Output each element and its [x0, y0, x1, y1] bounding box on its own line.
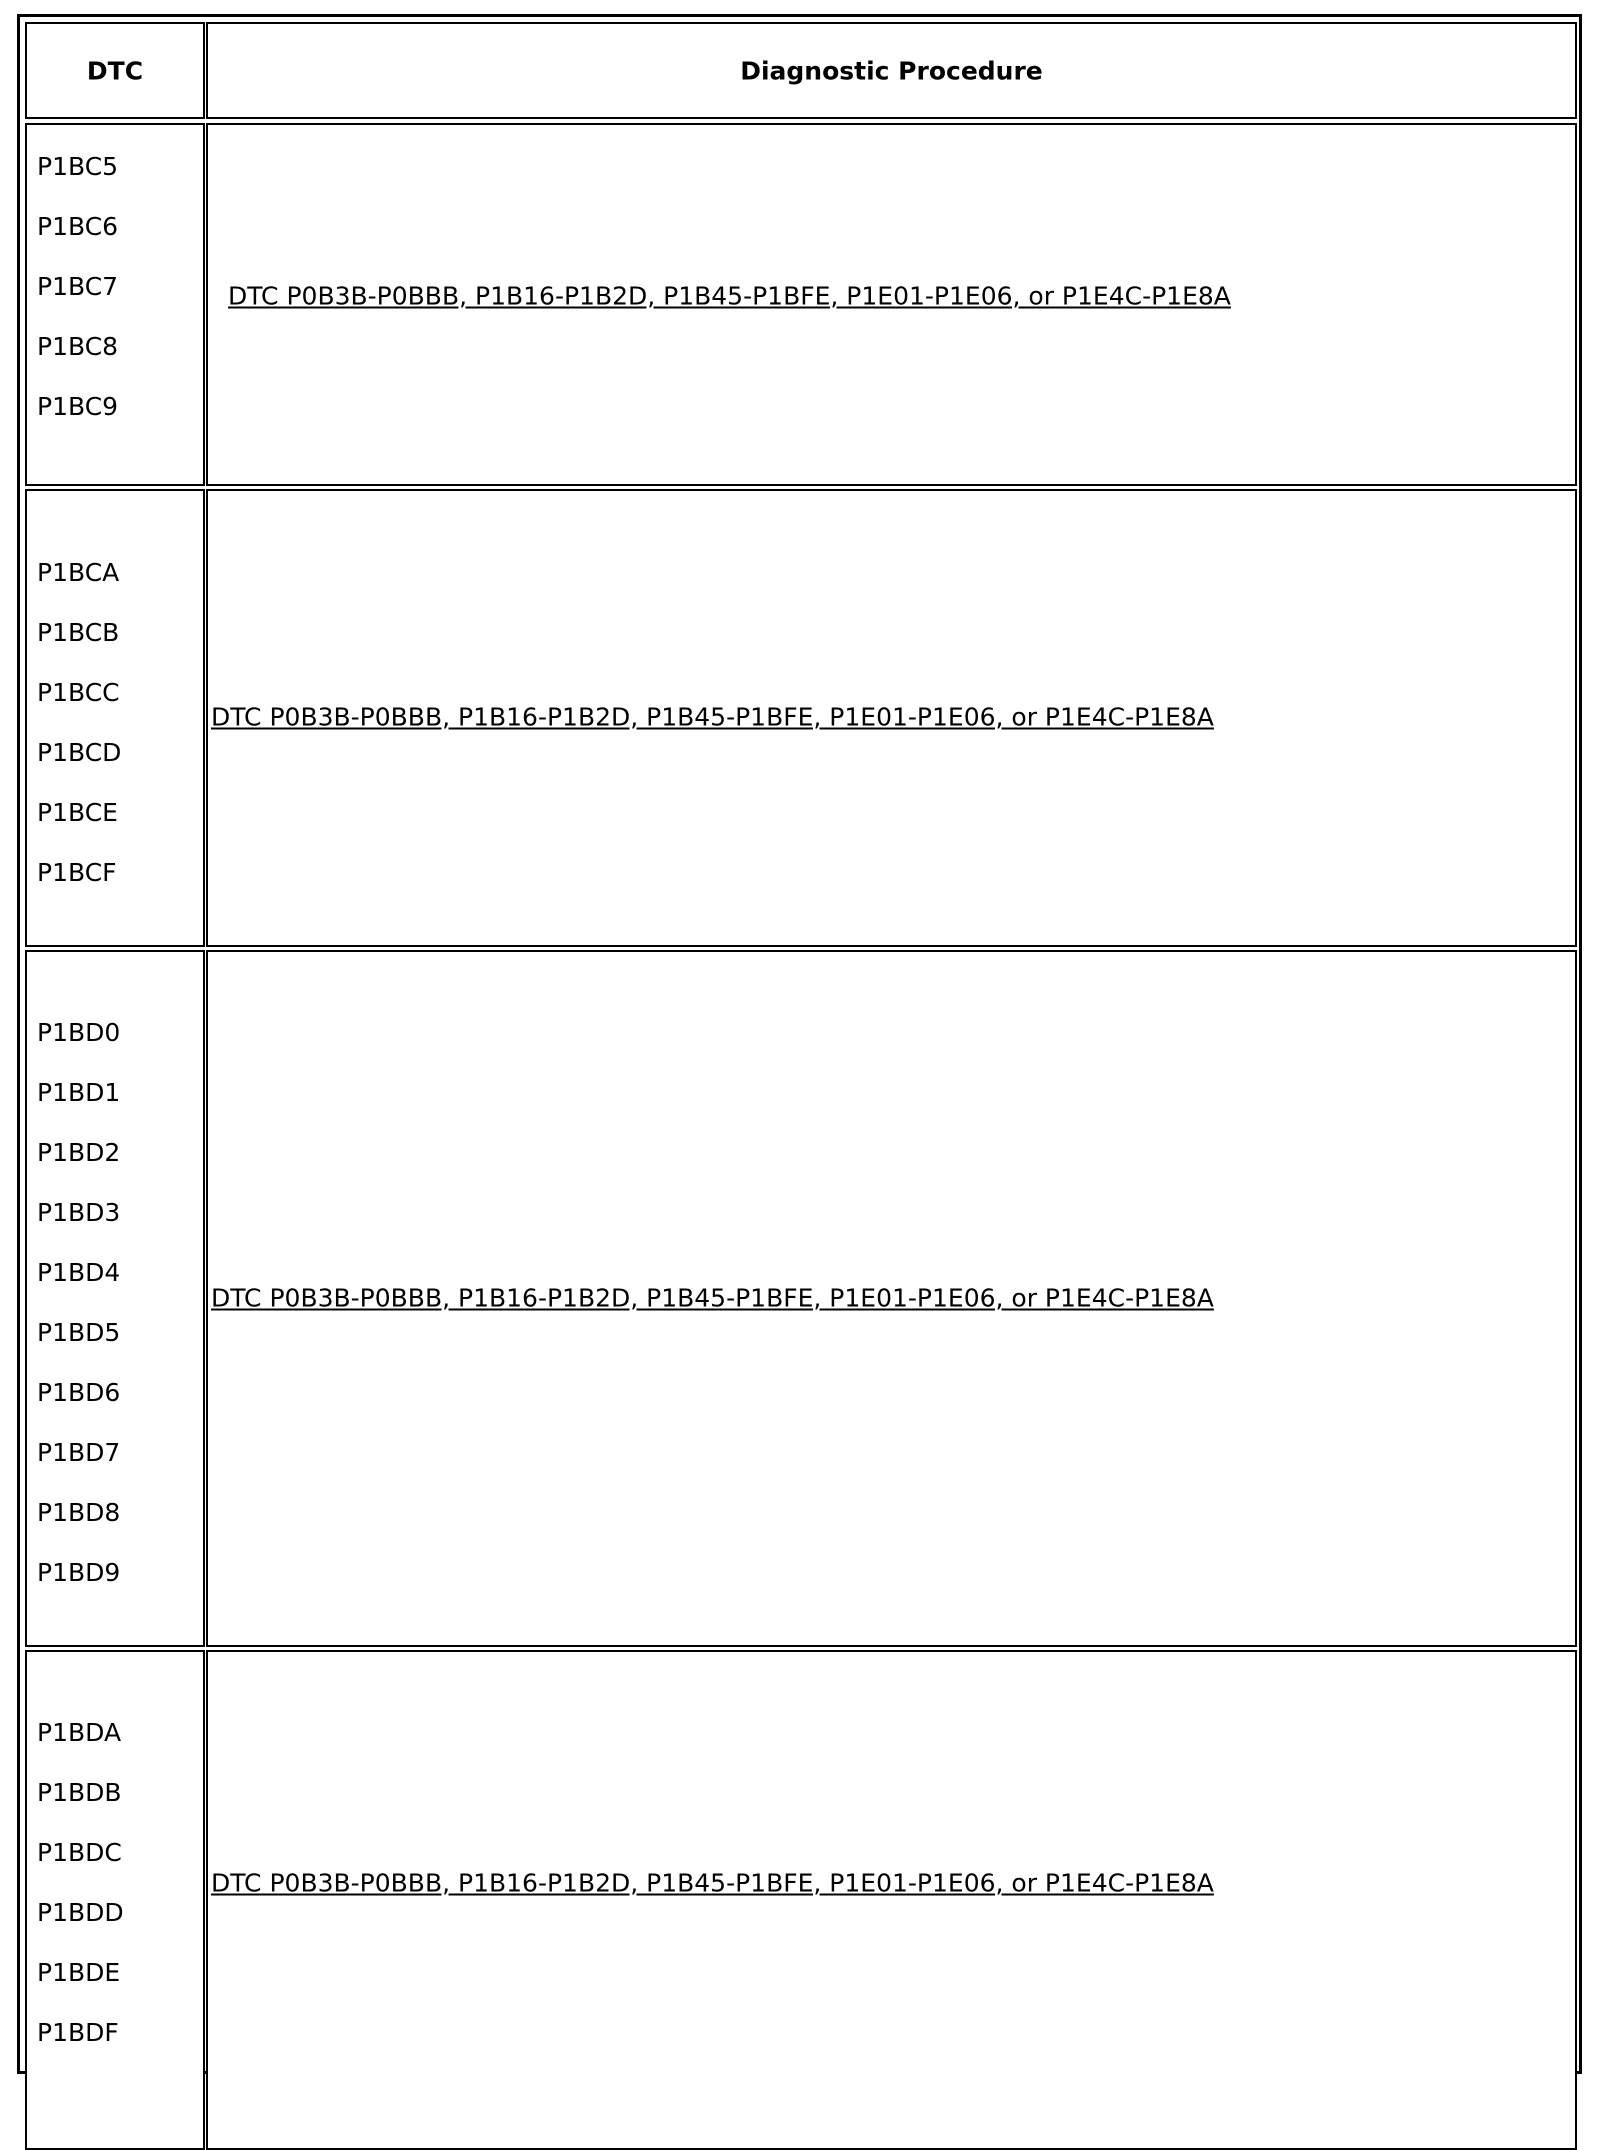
dtc-code: P1BD5 [37, 1318, 121, 1347]
procedure-header-cell [206, 22, 1577, 119]
table-row-1-dtc-cell [25, 123, 205, 486]
table-row-2-procedure-cell [206, 489, 1577, 947]
procedure-link[interactable]: DTC P0B3B-P0BBB, P1B16-P1B2D, P1B45-P1BFE, P1E01-P1E06, or P1E4C-P1E8A [211, 702, 1214, 732]
dtc-code: P1BDB [37, 1778, 122, 1807]
dtc-code: P1BD3 [37, 1198, 121, 1227]
dtc-code: P1BCE [37, 798, 118, 827]
dtc-code: P1BD9 [37, 1558, 121, 1587]
dtc-code: P1BC9 [37, 392, 119, 421]
dtc-header: DTC [86, 56, 144, 85]
dtc-code: P1BD4 [37, 1258, 121, 1287]
dtc-table [17, 14, 1582, 2074]
dtc-code: P1BD1 [37, 1078, 121, 1107]
dtc-code: P1BCA [37, 558, 120, 587]
dtc-header-cell [25, 22, 205, 119]
dtc-code: P1BD7 [37, 1438, 121, 1467]
procedure-link[interactable]: DTC P0B3B-P0BBB, P1B16-P1B2D, P1B45-P1BFE, P1E01-P1E06, or P1E4C-P1E8A [228, 281, 1231, 311]
dtc-code: P1BDD [37, 1898, 124, 1927]
procedure-link[interactable]: DTC P0B3B-P0BBB, P1B16-P1B2D, P1B45-P1BFE, P1E01-P1E06, or P1E4C-P1E8A [211, 1868, 1214, 1898]
dtc-code: P1BC8 [37, 332, 119, 361]
dtc-code-list [37, 137, 118, 437]
dtc-code: P1BCC [37, 678, 120, 707]
dtc-code-list [37, 1703, 124, 2063]
dtc-code: P1BC5 [37, 152, 119, 181]
dtc-code: P1BCB [37, 618, 120, 647]
dtc-code: P1BDA [37, 1718, 122, 1747]
dtc-code: P1BDC [37, 1838, 122, 1867]
procedure-header: Diagnostic Procedure [740, 56, 1043, 85]
dtc-code: P1BD0 [37, 1018, 121, 1047]
dtc-code: P1BCD [37, 738, 122, 767]
table-row-3-dtc-cell [25, 950, 205, 1647]
dtc-code: P1BCF [37, 858, 117, 887]
dtc-code: P1BD2 [37, 1138, 121, 1167]
table-row-1-procedure-cell [206, 123, 1577, 486]
table-row-4-dtc-cell [25, 1650, 205, 2150]
dtc-code: P1BC6 [37, 212, 119, 241]
dtc-code-list [37, 1003, 120, 1603]
procedure-link[interactable]: DTC P0B3B-P0BBB, P1B16-P1B2D, P1B45-P1BFE, P1E01-P1E06, or P1E4C-P1E8A [211, 1283, 1214, 1313]
table-row-4-procedure-cell [206, 1650, 1577, 2150]
dtc-code: P1BC7 [37, 272, 119, 301]
table-row-2-dtc-cell [25, 489, 205, 947]
dtc-code: P1BD6 [37, 1378, 121, 1407]
dtc-code-list [37, 543, 121, 903]
dtc-code: P1BDE [37, 1958, 121, 1987]
dtc-code: P1BD8 [37, 1498, 121, 1527]
table-row-3-procedure-cell [206, 950, 1577, 1647]
dtc-code: P1BDF [37, 2018, 119, 2047]
